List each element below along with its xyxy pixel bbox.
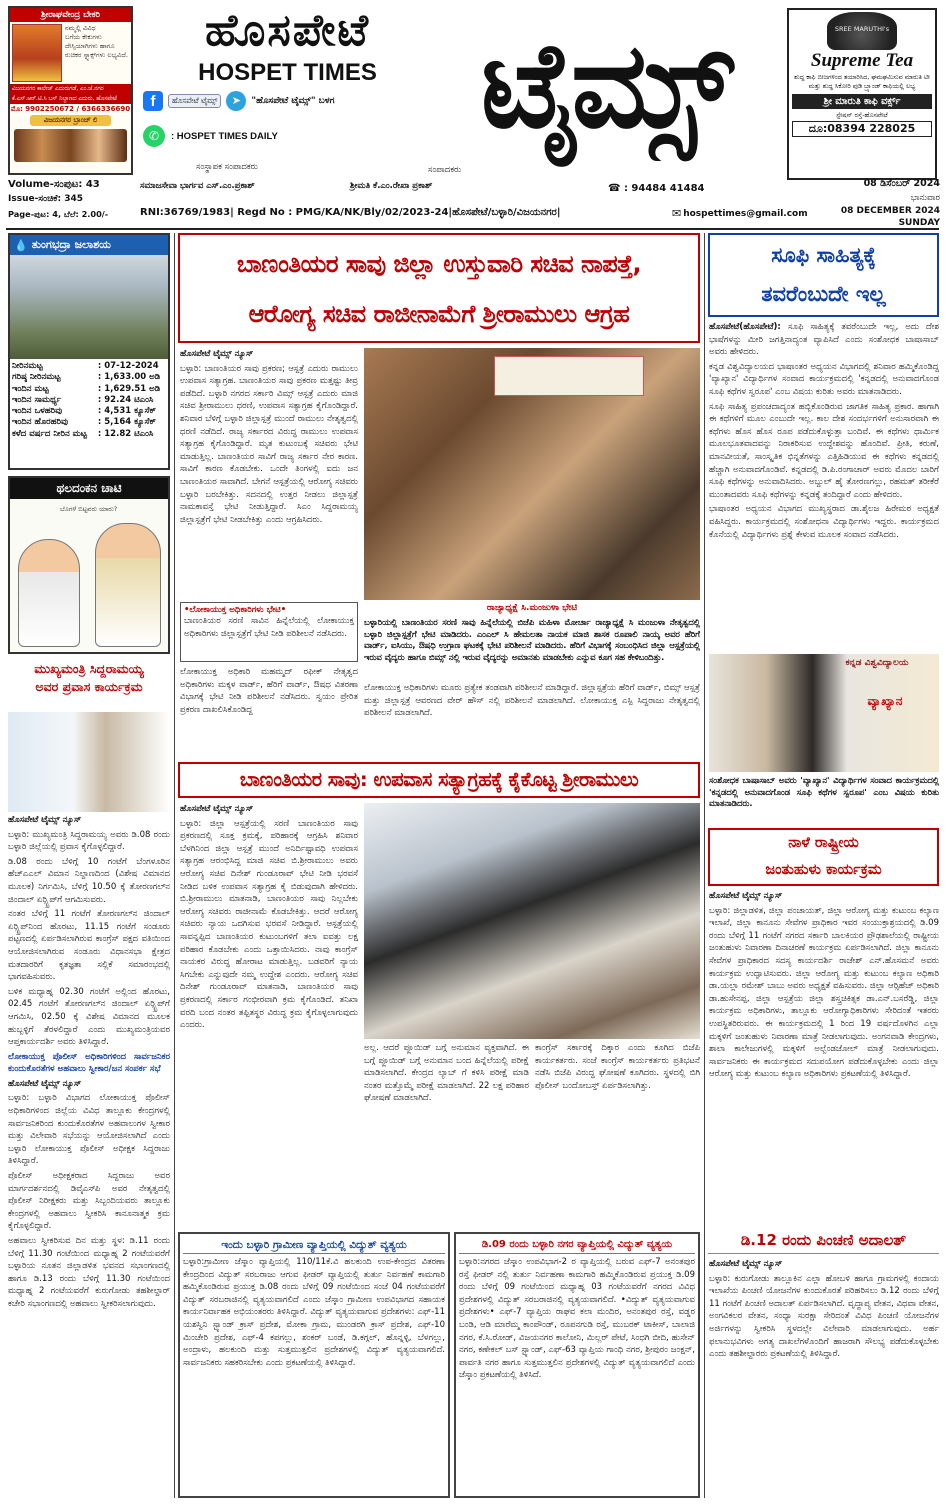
deity-image (12, 24, 62, 82)
deworm-article (709, 890, 939, 1220)
lokayukta-byline: ಹೊಸಪೇಟೆ ಟೈಮ್ಸ್ ನ್ಯೂಸ್ (8, 1078, 82, 1089)
pension-body: ಬಳ್ಳಾರಿ: ಕುರುಗೋಡು ತಾಲ್ಲೂಕಿನ ಎಲ್ಲಾ ಹೋಬಳಿ ಹಾಗೂ ಗ್ರಾಮಗಳಲ್ಲಿ ಕಂದಾಯ ಇಲಾಖೆಯ ಪಿಂಚಣಿ ಯೋಜನೆಗಳ ಕುಂದುಕೊರತೆ ಪರಿಹರಿಸಲು ಡಿ.12 ರಂದು ಬೆಳಿಗ್ಗೆ 11 ಗಂಟೆಗೆ ಪಿಂಚಣಿ ಅದಾಲತ್ ಏರ್ಪಡಿಸಲಾಗಿದೆ. ವೃದ್ಧಾಪ್ಯ ವೇತನ, ವಿಧವಾ ವೇತನ, ಅಂಗವಿಕಲರ ವೇತನ, ಸಂಧ್ಯಾ ಸುರಕ್ಷಾ ಸೇರಿದಂತೆ ವಿವಿಧ ಪಿಂಚಣಿ ಯೋಜನೆಗಳ ಅರ್ಜಿಗಳನ್ನು ಸ್ವೀಕರಿಸಿ ಸ್ಥಳದಲ್ಲೇ ವಿಲೇವಾರಿ ಮಾಡಲಾಗುವುದು. ಅರ್ಹ ಫಲಾನುಭವಿಗಳು ಅಗತ್ಯ ದಾಖಲೆಗಳೊಂದಿಗೆ ಹಾಜರಾಗಿ ಸೌಲಭ್ಯ ಪಡೆದುಕೊಳ್ಳಬೇಕು ಎಂದು ತಹಶೀಲ್ದಾರರು ಪ್ರಕಟಣೆಯಲ್ಲಿ ತಿಳಿಸಿದ್ದಾರೆ. (709, 1273, 939, 1360)
pension-headline: ಡಿ.12 ರಂದು ಪಿಂಚಣಿ ಅದಾಲತ್ (708, 1226, 939, 1254)
ad-address1: ವಿಜಯನಗರ ಕಾಲೇಜ್ ಎದುರುಗಡೆ, ಎಂ.ಜೆ.ನಗರ (10, 84, 131, 94)
cm-photo (8, 712, 170, 812)
dam-row-key: ಇಂದಿನ ಮಟ್ಟ (12, 383, 49, 394)
date-kn: 08 ಡಿಸೆಂಬರ್ 2024 (863, 178, 940, 189)
second-headline: ಬಾಣಂತಿಯರ ಸಾವು: ಉಪವಾಸ ಸತ್ಯಾಗ್ರಹಕ್ಕೆ ಕೈಕೊಟ್ಟ ಶ್ರೀರಾಮುಲು (178, 762, 700, 798)
issue: Issue-ಸಂಚಿಕೆ: 345 (8, 194, 84, 204)
lead-caption: ಬಳ್ಳಾರಿಯಲ್ಲಿ ಬಾಣಂತಿಯರ ಸರಣಿ ಸಾವು ಹಿನ್ನೆಲೆಯಲ್ಲಿ ಬಿಜೆಪಿ ಮಹಿಳಾ ಮೋರ್ಚಾ ರಾಜ್ಯಾಧ್ಯಕ್ಷೆ ಸಿ ಮಂಜುಳಾ ನೇತೃತ್ವದಲ್ಲಿ ಬಳ್ಳಾರಿ ಜಿಲ್ಲಾಸ್ಪತ್ರೆಗೆ ಭೇಟಿ ಮಾಡಿದರು. ಎಂಎಲ್ ಸಿ ಹೇಮಲತಾ ನಾಯಕ ಮಾಜಿ ಶಾಸಕ ರೂಪಾಲಿ ನಾಯ್ಕ ಅವರ ಹೆರಿಗೆ ವಾರ್ಡ್, ಐಸಿಯು, ಔಷಧಿ ಉಗ್ರಾಣ ಘಟಕಕ್ಕೆ ಭೇಟಿ ಪರಿಶೀಲನೆ ಮಾಡಿದರು. ಹೆರಿಗೆ ವಿಭಾಗಕ್ಕೆ ಸಂಬಂಧಿಸಿದ ಜಿಲ್ಲಾ ಆಸ್ಪತ್ರೆಯಲ್ಲಿ ಇರುವ ವೈದ್ಯರು ಹಾಗೂ ಬಿಮ್ಸ್ ನಲ್ಲಿ ಇರುವ ವೈದ್ಯರನ್ನು ಅಮಾನತು ಮಾಡಬೇಕು ಎನ್ನುವ ಕೂಗ ಸಹ ಕೇಳಿಬಂದಿತ್ತು. (364, 617, 700, 662)
telegram-icon: ➤ (226, 91, 246, 111)
cm-para: ಬಳಿಕ ಮಧ್ಯಾಹ್ನ 02.30 ಗಂಟೆಗೆ ಅಲ್ಲಿಂದ ಹೊರಟು, 02.45 ಗಂಟೆಗೆ ತೋರಣಗಲ್‍ನ ಜಿಂದಾಲ್ ಏರ್‍ಸ್ಟ್ರಿಪ್‍ಗೆ ಆಗಮಿಸಿ, 02.50 ಕ್ಕೆ ವಿಶೇಷ ವಿಮಾನದ ಮೂಲಕ ಹುಬ್ಬಳ್ಳಿಗೆ ತೆರಳಲಿದ್ದಾರೆ ಎಂದು ಮುಖ್ಯಮಂತ್ರಿಯವರ ಆಪ್ತಕಾರ್ಯದರ್ಶಿ ಅವರು ತಿಳಿಸಿದ್ದಾರೆ. (8, 986, 170, 1048)
lokayukta-box-body: ಬಾಣಂತಿಯರ ಸರಣಿ ಸಾವಿನ ಹಿನ್ನೆಲೆಯಲ್ಲಿ ಲೋಕಾಯುಕ್ತ ಅಧಿಕಾರಿಗಳು ಜಿಲ್ಲಾಸ್ಪತ್ರೆಗೆ ಭೇಟಿ ನೀಡಿ ಪರಿಶೀಲನೆ ನಡೆಸಿದರು. (184, 616, 354, 639)
lead-headline-2: ಆರೋಗ್ಯ ಸಚಿವ ರಾಜೀನಾಮೆಗೆ ಶ್ರೀರಾಮುಲು ಆಗ್ರಹ (248, 300, 630, 328)
facebook-row[interactable] (143, 89, 443, 113)
sufi-article (709, 321, 939, 651)
drop-icon: 💧 (14, 238, 28, 252)
cm-para: ಬಳ್ಳಾರಿ: ಮುಖ್ಯಮಂತ್ರಿ ಸಿದ್ದರಾಮಯ್ಯ ಅವರು ಡಿ.08 ರಂದು ಬಳ್ಳಾರಿ ಜಿಲ್ಲೆಯಲ್ಲಿ ಪ್ರವಾಸ ಕೈಗೊಳ್ಳಲಿದ್ದಾರೆ. (8, 829, 170, 853)
dam-row-value: : 1,629.51 ಅಡಿ (97, 383, 161, 394)
dam-table (10, 361, 168, 440)
cartoon-box (8, 476, 170, 654)
dam-row-key: ನೀರಿನಮಟ್ಟ (12, 361, 43, 371)
ad-bakery-title: ಶ್ರೀರಾಘವೇಂದ್ರ ಬೇಕರಿ (10, 8, 131, 22)
lead-byline: ಹೊಸಪೇಟೆ ಟೈಮ್ಸ್ ನ್ಯೂಸ್ (180, 349, 254, 359)
date-en: 08 DECEMBER 2024 (840, 206, 940, 216)
tea-address: ಸ್ಟೇಷನ್ ರಸ್ತೆ-ಹೊಸಪೇಟೆ (836, 111, 888, 119)
dam-row (10, 384, 168, 395)
registration: RNI:36769/1983| Regd No : PMG/KA/NK/Bly/02/2023-24|ಹೊಸಪೇಟೆ/ಬಳ್ಳಾರಿ/ವಿಜಯನಗರ| (140, 207, 561, 218)
cartoon-bubble: ಬೊಗಳೆ ಬಿಟ್ಟವರು ಯಾರು? (60, 505, 118, 513)
protest-photo (364, 348, 700, 600)
sufi-photo-sign: ವ್ಯಾಖ್ಯಾನ (867, 694, 903, 708)
email: hospettimes@gmail.com (683, 208, 808, 219)
dam-row-value: : 4,531 ಕ್ಯೂಸೆಕ್ (97, 406, 156, 417)
dam-row (10, 395, 168, 406)
dam-row-value: : 92.24 ಟಿಎಂಸಿ (97, 394, 154, 405)
sufi-photo-banner: ಕನ್ನಡ ವಿಶ್ವವಿದ್ಯಾಲಯ (845, 658, 909, 668)
col-rule-left (174, 233, 175, 1498)
lead-caption-head: ರಾಜ್ಯಾಧ್ಯಕ್ಷೆ ಸಿ.ಮಂಜುಳಾ ಭೇಟಿ (486, 603, 578, 613)
power2-headline: ಡಿ.09 ರಂದು ಬಳ್ಳಾರಿ ನಗರ ವ್ಯಾಪ್ತಿಯಲ್ಲಿ ವಿದ್ಯುತ್ ವ್ಯತ್ಯಯ (459, 1237, 695, 1254)
dam-row (10, 406, 168, 417)
dam-photo (10, 255, 168, 359)
ad-address2: ಕೆ.ಎಸ್.ಆರ್.ಟಿ.ಸಿ ಬಸ್ ನಿಲ್ದಾಣದ ಎದುರು, ಹೊಸಪೇಟೆ (10, 94, 131, 104)
volume: Volume-ಸಂಪುಟ: 43 (8, 179, 100, 190)
masthead-rule (6, 228, 939, 230)
second-byline: ಹೊಸಪೇಟೆ ಟೈಮ್ಸ್ ನ್ಯೂಸ್ (180, 804, 254, 814)
pension-article (709, 1258, 939, 1498)
dam-row (10, 429, 168, 440)
lokayukta-para: ಪೊಲೀಸ್ ಅಧೀಕ್ಷಕರಾದ ಸಿದ್ದರಾಜು ಅವರ ಮಾರ್ಗದರ್ಶನದಲ್ಲಿ ಡಿವೈಎಸ್‍ಪಿ ಅವರ ನೇತೃತ್ವದಲ್ಲಿ ಪೊಲೀಸ್ ನಿರೀಕ್ಷಕರು ಮತ್ತು ಸಿಬ್ಬಂದಿಯವರು ತಾಲ್ಲೂಕು ಕೇಂದ್ರಗಳಲ್ಲಿ ಅಹವಾಲು ಸ್ವೀಕರಿಸಿ ಕಾನೂನಾತ್ಮಕ ಕ್ರಮ ಕೈಗೊಳ್ಳಲಿದ್ದಾರೆ. (8, 1171, 170, 1232)
email-row[interactable] (672, 207, 808, 220)
lead-tail: ಲೋಕಾಯುಕ್ತ ಅಧಿಕಾರಿಗಳು ಮೂರು ಪ್ರತ್ಯೇಕ ತಂಡವಾಗಿ ಪರಿಶೀಲನೆ ಮಾಡಿದ್ದಾರೆ. ಜಿಲ್ಲಾಸ್ಪತ್ರೆಯ ಹೆರಿಗೆ ವಾರ್ಡ್, ಬಿಮ್ಸ್ ಆಸ್ಪತ್ರೆ ಮತ್ತು ಜಿಲ್ಲಾಸ್ಪತ್ರೆ ಆವರಣದ ವೇರ್ ಹೌಸ್ ನಲ್ಲಿ ಪರಿಶೀಲನೆ ಮಾಡಲಾಗಿದೆ. ಲೋಕಾಯುಕ್ತ ಎಸ್ಪಿ ಸಿದ್ದರಾಜು ನೇತೃತ್ವದಲ್ಲಿ ಪರಿಶೀಲನೆ ಮಾಡಲಾಗಿದೆ. (364, 683, 700, 719)
masthead-kn-small: ಹೊಸಪೇಟೆ (205, 5, 370, 56)
ad-line3: ದೇಸ್ಸಿಯಾಗಿಗಳು ಹಾಗೂ (65, 42, 115, 50)
dam-row (10, 417, 168, 428)
pages-price: Page-ಪುಟ: 4, ಬೆಲೆ: 2.00/- (8, 209, 109, 219)
dam-row-key: ಇಂದಿನ ಒಳಹರಿವು (12, 406, 63, 417)
facebook-icon: f (143, 91, 163, 111)
sufi-para: ಹೊಸಪೇಟೆ(ಹೊಸಪೇಟೆ): ಸೂಫಿ ಸಾಹಿತ್ಯಕ್ಕೆ ತವರೆಂಬುದೇ ಇಲ್ಲ, ಅದು ದೇಶ ಭಾಷೆಗಳನ್ನು ಮೀರಿ ಜಗತ್ತಿನಾದ್ಯಂತ ವ್ಯಾಪಿಸಿದೆ ಎಂದು ಸಂಶೋಧಕ ಬಾಷಾಸಾಬ್ ಅವರು ಹೇಳಿದರು. (709, 322, 939, 358)
founder-editor-label: ಸಂಸ್ಥಾಪಕ ಸಂಪಾದಕರು (196, 162, 258, 172)
cartoon-figure-left (18, 539, 80, 647)
facebook-label: ಹೊಸಪೇಟೆ ಟೈಮ್ಸ್ (168, 94, 221, 108)
col-rule-right (704, 233, 705, 1498)
dam-row-value: : 07-12-2024 (97, 361, 159, 371)
sufi-headline (708, 233, 939, 317)
whatsapp-label: : HOSPET TIMES DAILY (171, 130, 278, 142)
cm-title-2: ಅವರ ಪ್ರವಾಸ ಕಾರ್ಯಕ್ರಮ (35, 679, 143, 694)
cm-title-1: ಮುಖ್ಯಮಂತ್ರಿ ಸಿದ್ದರಾಮಯ್ಯ (34, 661, 144, 676)
tea-text: ಶುದ್ಧ ಕಾಫಿ ಬೀಜಗಳಿಂದ ತಯಾರಿಸಿದ, ಘಮಘಮಿಸುವ ಮಾರುತಿ ಟೀ ಮತ್ತು ಶುದ್ಧ ಸಿಕೋರಿ ಪುಡಿ ಬ್ರ್ಯಾಂಡ್ ಕಾಫಿಯಲ್ಲಿ ಲಭ್ಯ (794, 73, 930, 90)
weekday-kn: ಭಾನುವಾರ (910, 193, 940, 203)
lead-headline-1: ಬಾಣಂತಿಯರ ಸಾವು ಜಿಲ್ಲಾ ಉಸ್ತುವಾರಿ ಸಚಿವ ನಾಪತ್ತೆ, (236, 250, 642, 278)
power1-headline: ಇಂದು ಬಳ್ಳಾರಿ ಗ್ರಾಮೀಣ ವ್ಯಾಪ್ತಿಯಲ್ಲಿ ವಿದ್ಯುತ್ ವ್ಯತ್ಯಯ (183, 1237, 445, 1254)
whatsapp-row[interactable] (143, 124, 443, 148)
power1-box (178, 1232, 450, 1498)
cm-para: ನಂತರ ಬೆಳಿಗ್ಗೆ 11 ಗಂಟೆಗೆ ತೋರಣಗಲ್‍ನ ಜಿಂದಾಲ್ ಏರ್‍ಸ್ಟ್ರಿಪ್‍ನಿಂದ ಹೊರಟು, 11.15 ಗಂಟೆಗೆ ಸಂಡೂರು ಪಟ್ಟಣದಲ್ಲಿ ಏರ್ಪಡಿಸಲಾಗಿರುವ ಕಾಂಗ್ರೆಸ್ ಪಕ್ಷದ ವತಿಯಿಂದ ಆಯೋಜಿಸಲಾಗಿರುವ ಸಂಡೂರು ವಿಧಾನಸಭಾ ಕ್ಷೇತ್ರದ ಮತದಾರರಿಗೆ ಕೃತಜ್ಞತಾ ಸಲ್ಲಿಕೆ ಸಮಾರಂಭದಲ್ಲಿ ಭಾಗವಹಿಸುವರು. (8, 909, 170, 983)
dam-row-key: ಇಂದಿನ ಸಾಮರ್ಥ್ಯ (12, 394, 62, 405)
masthead-kn-big: ಟೈಮ್ಸ್ (480, 16, 730, 154)
cm-title (8, 660, 170, 696)
dam-title: 💧 ತುಂಗಭದ್ರಾ ಜಲಾಶಯ (10, 235, 168, 255)
ad-line1: ನಮ್ಮಲ್ಲಿ ವಿವಿಧ (65, 24, 96, 32)
sufi-headline-2: ತವರೆಂಬುದೇ ಇಲ್ಲ (761, 282, 886, 306)
sufi-para: ಭಾಷಾಂತರ ಅಧ್ಯಯನ ವಿಭಾಗದ ಮುಖ್ಯಸ್ಥರಾದ ಡಾ.ಶೈಲಜ ಹಿರೇಮಠ ಅಧ್ಯಕ್ಷತೆ ವಹಿಸಿದ್ದರು. ಕಾರ್ಯಕ್ರಮದಲ್ಲಿ ಸಂಶೋಧನಾ ವಿದ್ಯಾರ್ಥಿಗಳು ಇದ್ದರು. ಕಾರ್ಯಕ್ರಮದ ಕೊನೆಯಲ್ಲಿ ವಿದ್ಯಾರ್ಥಿಗಳು ಪ್ರಶ್ನೆ ಕೇಳುವ ಮೂಲಕ ಸಂವಾದ ನಡೆಸಿದರು. (709, 504, 939, 540)
dam-row-key: ಗರಿಷ್ಠ ನೀರಿನಮಟ್ಟ (12, 372, 61, 383)
mail-icon: ✉ (672, 207, 682, 220)
telegram-label: "ಹೊಸಪೇಟೆ ಟೈಮ್ಸ್" ಬಳಗ (251, 96, 335, 106)
dam-row (10, 361, 168, 372)
cartoon-title: ಥಲದಂಕನ ಚಾಟಿ (10, 478, 168, 499)
lokayukta-box-head: •ಲೋಕಾಯುಕ್ತ ಅಧಿಕಾರಿಗಳು ಭೇಟಿ• (184, 605, 287, 615)
editor-label: ಸಂಪಾದಕರು (428, 165, 462, 175)
cakes-image (14, 129, 127, 162)
deworm-headline-2: ಜಂತುಹುಳು ಕಾರ್ಯಕ್ರಮ (765, 862, 882, 878)
sufi-para: ಕನ್ನಡ ವಿಶ್ವವಿದ್ಯಾಲಯದ ಭಾಷಾಂತರ ಅಧ್ಯಯನ ವಿಭಾಗದಲ್ಲಿ ಶನಿವಾರ ಹಮ್ಮಿಕೊಂಡಿದ್ದ 'ವ್ಯಾಖ್ಯಾನ' ವಿದ್ಯಾರ್ಥಿಗಳ ಸಂವಾದ ಕಾರ್ಯಕ್ರಮದಲ್ಲಿ 'ಕನ್ನಡದಲ್ಲಿ ಅನುವಾದಗೊಂಡ ಸೂಫಿ ಕಥೆಗಳ ಸ್ವರೂಪ' ಎಂಬ ವಿಷಯ ಕುರಿತು ಅವರು ಮಾತನಾಡಿದರು. (709, 361, 939, 397)
lokayukta-subhead: ಲೋಕಾಯುಕ್ತ ಪೊಲೀಸ್ ಅಧಿಕಾರಿಗಳಿಂದ ಸಾರ್ವಜನಿಕರ ಕುಂದುಕೊರತೆಗಳ ಅಹವಾಲು ಸ್ವೀಕಾರ/ಜನ ಸಂಪರ್ಕ ಸಭೆ (8, 1051, 170, 1075)
founder-editor-name: ಸಮಾಜಸೇವಾ ಭಾರ್ಗವ ಎಸ್.ಎಂ.ಪ್ರಕಾಶ್ (140, 181, 255, 191)
phone: ☎ : 94484 41484 (608, 183, 705, 194)
masthead-en: HOSPET TIMES (198, 59, 377, 86)
ad-bakery (8, 6, 133, 175)
editor-name: ಶ್ರೀಮತಿ ಕೆ.ಎಂ.ರೇಖಾ ಪ್ರಕಾಶ್ (350, 181, 433, 191)
cm-article (8, 814, 170, 1498)
minister-photo (364, 803, 700, 1039)
dam-row-key: ಇಂದಿನ ಹೊರಹರಿವು (12, 417, 68, 428)
power1-body: ಬಳ್ಳಾರಿ:ಗ್ರಾಮೀಣ ಜೆಸ್ಕಾಂ ವ್ಯಾಪ್ತಿಯಲ್ಲಿ 110/11ಕೆ.ವಿ ಹಲಕುಂದಿ ಉಪ-ಕೇಂದ್ರದ ವಿತರಣಾ ಕೇಂದ್ರದಿಂದ ವಿದ್ಯುತ್ ಸರಬರಾಜು ಆಗುವ ಫೀಡರ್ ವ್ಯಾಪ್ತಿಯಲ್ಲಿ ತುರ್ತು ನಿರ್ವಹಣೆ ಕಾಮಗಾರಿ ಹಮ್ಮಿಕೊಂಡಿರುವ ಪ್ರಯುಕ್ತ ಡಿ.08 ರಂದು ಬೆಳಿಗ್ಗೆ 09 ಗಂಟೆಯಿಂದ ಸಂಜೆ 04 ಗಂಟೆಯವರೆಗೆ ವಿದ್ಯುತ್ ಸರಬರಾಜಿನಲ್ಲಿ ವ್ಯತ್ಯಯವಾಗಲಿದೆ ಎಂದು ಜೆಸ್ಕಾಂ ಗ್ರಾಮೀಣ ಉಪವಿಭಾಗದ ಸಹಾಯಕ ಕಾರ್ಯನಿರ್ವಾಹಕ ಅಭಿಯಂತರರು ತಿಳಿಸಿದ್ದಾರೆ. ವಿದ್ಯುತ್ ವ್ಯತ್ಯಯವಾಗುವ ಪ್ರದೇಶಗಳು: ಎಫ್-11 ಯಶಸ್ವಿನಿ ಸ್ಟ್ಯಾಂಡ್ ಕ್ರಾಸ್ ಪ್ರದೇಶ, ಮೋಕಾ ಗ್ರಾಮ, ಮುಂಡರಗಿ ಕ್ರಾಸ್ ಪ್ರದೇಶ, ಎಫ್-10 ಮಿಂಚೇರಿ ಪ್ರದೇಶ, ಎಫ್-4 ಕಪಗಲ್ಲು, ಶಂಕರ್ ಬಂಡೆ, ಡಿ.ಕಗ್ಗಲ್, ಹೊನ್ನಳ್ಳಿ, ಬೆಳಗಲ್ಲು, ಅಂದ್ರಾಳು, ಹಲಕುಂದಿ ಮತ್ತು ಸುತ್ತಮುತ್ತಲಿನ ಪ್ರದೇಶಗಳಲ್ಲಿ ವಿದ್ಯುತ್ ವ್ಯತ್ಯಯವಾಗಲಿದೆ. ಸಾರ್ವಜನಿಕರು ಸಹಕರಿಸಬೇಕು ಎಂದು ಪ್ರಕಟಣೆಯಲ್ಲಿ ತಿಳಿಸಿದ್ದಾರೆ. (183, 1257, 445, 1368)
lead-headline (178, 233, 700, 343)
dam-box (8, 233, 170, 470)
lokayukta-para: ಅಹವಾಲು ಸ್ವೀಕರಿಸುವ ದಿನ ಮತ್ತು ಸ್ಥಳ: ಡಿ.11 ರಂದು ಬೆಳಿಗ್ಗೆ 11.30 ಗಂಟೆಯಿಂದ ಮಧ್ಯಾಹ್ನ 2 ಗಂಟೆಯವರೆಗೆ ಬಳ್ಳಾರಿಯ ನೂತನ ಜಿಲ್ಲಾಡಳಿತ ಭವನದ ಸಭಾಂಗಣದಲ್ಲಿ ಹಾಗೂ ಡಿ.13 ರಂದು ಬೆಳಿಗ್ಗೆ 11.30 ಗಂಟೆಯಿಂದ ಮಧ್ಯಾಹ್ನ 2 ಗಂಟೆಯವರೆಗೆ ಕುರುಗೋಡು ತಹಶೀಲ್ದಾರ್ ಕಚೇರಿ ಸಭಾಂಗಣದಲ್ಲಿ ಅಹವಾಲು ಸ್ವೀಕರಿಸಲಾಗುವುದು. (8, 1236, 170, 1309)
second-article (180, 803, 358, 1226)
lead-article-2 (180, 666, 358, 758)
ad-phone: ಮೊ: 9902250672 / 6366336690 (10, 105, 131, 113)
deworm-body: ಬಳ್ಳಾರಿ: ಜಿಲ್ಲಾಡಳಿತ, ಜಿಲ್ಲಾ ಪಂಚಾಯತ್, ಜಿಲ್ಲಾ ಆರೋಗ್ಯ ಮತ್ತು ಕುಟುಂಬ ಕಲ್ಯಾಣ ಇಲಾಖೆ, ಜಿಲ್ಲಾ ಕಾನೂನು ಸೇವೆಗಳ ಪ್ರಾಧಿಕಾರ ಇವರ ಸಂಯುಕ್ತಾಶ್ರಯದಲ್ಲಿ ಡಿ.09 ರಂದು ಬೆಳಿಗ್ಗೆ 11 ಗಂಟೆಗೆ ನಗರದ ಸರ್ಕಾರಿ ಬಾಲಕಿಯರ ಪ್ರೌಢಶಾಲೆಯಲ್ಲಿ ರಾಷ್ಟ್ರೀಯ ಜಂತುಹುಳು ನಿವಾರಣಾ ದಿನಾಚರಣೆ ಕಾರ್ಯಕ್ರಮ ಏರ್ಪಡಿಸಲಾಗಿದೆ. ಜಿಲ್ಲಾ ಕಾನೂನು ಸೇವೆಗಳ ಪ್ರಾಧಿಕಾರದ ಸದಸ್ಯ ಕಾರ್ಯದರ್ಶಿ ರಾಜೇಶ್ ಎನ್.ಹೊಸಮನೆ ಅವರು ಕಾರ್ಯಕ್ರಮ ಉದ್ಘಾಟಿಸುವರು. ಜಿಲ್ಲಾ ಆರೋಗ್ಯ ಮತ್ತು ಕುಟುಂಬ ಕಲ್ಯಾಣ ಅಧಿಕಾರಿ ಡಾ.ಯಲ್ಲಾ ರಮೇಶ್ ಬಾಬು ಅವರು ಅಧ್ಯಕ್ಷತೆ ವಹಿಸುವರು. ಜಿಲ್ಲಾ ಆರ್‍ಸಿಹೆಚ್ ಅಧಿಕಾರಿ ಡಾ.ಹುಸೇನಪ್ಪ, ಜಿಲ್ಲಾ ಆಸ್ಪತ್ರೆಯ ಜಿಲ್ಲಾ ಶಸ್ತ್ರಚಿಕಿತ್ಸಕ ಡಾ.ಎನ್.ಬಸರೆಡ್ಡಿ, ಜಿಲ್ಲಾ ಕಾರ್ಯಕ್ರಮ ಅಧಿಕಾರಿಗಳು, ತಾಲ್ಲೂಕು ಆರೋಗ್ಯಾಧಿಕಾರಿಗಳು ಸೇರಿದಂತೆ ಇತರರು ಉಪಸ್ಥಿತರಿರುವರು. ಈ ಕಾರ್ಯಕ್ರಮದಲ್ಲಿ 1 ರಿಂದ 19 ವರ್ಷದೊಳಗಿನ ಎಲ್ಲಾ ಮಕ್ಕಳಿಗೆ ಜಂತುಹುಳು ನಿವಾರಣಾ ಮಾತ್ರೆ ನೀಡಲಾಗುವುದು. ಅಂಗನವಾಡಿ ಕೇಂದ್ರಗಳು, ಶಾಲಾ ಕಾಲೇಜುಗಳಲ್ಲಿ ಮಕ್ಕಳಿಗೆ ಅಲ್ಬೆಂಡಜೋಲ್ ಮಾತ್ರೆ ನೀಡಲಾಗುವುದು. ಸಾರ್ವಜನಿಕರು ಈ ಕಾರ್ಯಕ್ರಮದ ಸದುಪಯೋಗ ಪಡೆದುಕೊಳ್ಳಬೇಕು ಎಂದು ಜಿಲ್ಲಾ ಆರೋಗ್ಯ ಮತ್ತು ಕುಟುಂಬ ಕಲ್ಯಾಣ ಅಧಿಕಾರಿಗಳು ಪ್ರಕಟಣೆಯಲ್ಲಿ ತಿಳಿಸಿದ್ದಾರೆ. (709, 905, 939, 1080)
sufi-para: ಸೂಫಿ ಸಾಹಿತ್ಯ ಪ್ರಪಂಚದಾದ್ಯಂತ ಹಬ್ಬಿಕೊಂಡಿರುವ ಜಾಗತಿಕ ಸಾಹಿತ್ಯ ಪ್ರಕಾರ. ಹಾಗಾಗಿ ಈ ಕಥೆಗಳಿಗೆ ಮೂಲ ಎಂಬುದೇ ಇಲ್ಲ. ಕಾಲ ದೇಶ ಸಂದರ್ಭಗಳಿಗೆ ಅನುಸಾರವಾಗಿ ಈ ಕಥೆಗಳು ಹೊಸ ಹೊಸ ರೂಪ ಪಡೆದುಕೊಳ್ಳುತ್ತಾ ಬಂದಿವೆ. ಈ ಕಥೆಗಳು ಧಾರ್ಮಿಕ ಮೂಲಭೂತವಾದವನ್ನು ನಿರಾಕರಿಸುವ ಉದ್ದೇಶವನ್ನು ಹೊಂದಿವೆ. ಪ್ರೀತಿ, ಕರುಣೆ, ಮಾನವೀಯತೆ, ಸಾಂಸ್ಕೃತಿಕ ಭಿನ್ನತೆಗಳನ್ನು ಎತ್ತಿಹಿಡಿಯುವ ಈ ಕಥೆಗಳು ಕನ್ನಡದಲ್ಲಿ ಹೆಚ್ಚಾಗಿ ಅನುವಾದಗೊಂಡಿವೆ. ಕನ್ನಡದಲ್ಲಿ ಡಿ.ಪಿ.ರಂಗಾಚಾರ್ ಅವರು ಮೊದಲ ಬಾರಿಗೆ ಸೂಫಿ ಕಥೆಗಳನ್ನು ಅನುವಾದಿಸಿದರು. ಅಬ್ದುಲ್ ಹೈ ತೋರಣಗಲ್ಲು, ರಹಮತ್ ತರೀಕೆರೆ ಮುಂತಾದವರು ಸೂಫಿ ಕಥೆಗಳನ್ನು ಕನ್ನಡಕ್ಕೆ ತಂದಿದ್ದಾರೆ ಎಂದು ಹೇಳಿದರು. (709, 401, 939, 500)
second-body-3: ಕಾಂಗ್ರೆಸ್ ಸರ್ಕಾರಕ್ಕೆ ದಿಕ್ಕಾರ ಎಂದು ಕೂಗಿದ ಬಿಜೆಪಿ ಕಾರ್ಯಕರ್ತರು. ಸಂಜೆ ಕಾಂಗ್ರೆಸ್ ಕಾರ್ಯಕರ್ತರು ಪ್ರತಿಭಟನೆ ನಡೆಸಿ ಬಿಜೆಪಿ ವಿರುದ್ಧ ಘೋಷಣೆ ಕೂಗಿದರು. ಸ್ಥಳದಲ್ಲಿ ಬಿಗಿ ಪೊಲೀಸ್ ಬಂದೋಬಸ್ತ್ ಏರ್ಪಡಿಸಲಾಗಿತ್ತು. (535, 1043, 700, 1091)
whatsapp-icon: ✆ (143, 125, 165, 147)
lokayukta-para: ಬಳ್ಳಾರಿ: ಬಳ್ಳಾರಿ ವಿಭಾಗದ ಲೋಕಾಯುಕ್ತ ಪೊಲೀಸ್ ಅಧಿಕಾರಿಗಳಿಂದ ಜಿಲ್ಲೆಯ ವಿವಿಧ ತಾಲ್ಲೂಕು ಕೇಂದ್ರಗಳಲ್ಲಿ ಸಾರ್ವಜನಿಕರಿಂದ ಕುಂದುಕೊರತೆಗಳ ಅಹವಾಲುಗಳ ಸ್ವೀಕಾರ ಮತ್ತು ವಿಲೇವಾರಿ ಸಭೆಯನ್ನು ಆಯೋಜಿಸಲಾಗಿದೆ ಎಂದು ಬಳ್ಳಾರಿ ಲೋಕಾಯುಕ್ತ ಪೊಲೀಸ್ ಅಧೀಕ್ಷಕ ಸಿದ್ದರಾಜು ತಿಳಿಸಿದ್ದಾರೆ. (8, 1093, 170, 1167)
second-body-2: ಅಲ್ಲ. ಆದರೆ ಪ್ಲೂಯಿಡ್ ಬಗ್ಗೆ ಅನುಮಾನ ವ್ಯಕ್ತವಾಗಿದೆ. ಈ ಬಗ್ಗೆ ಪ್ಲೂಯಿಡ್ ಬಗ್ಗೆ ಅನುಮಾನ ಬಂದ ಹಿನ್ನೆಲೆಯಲ್ಲಿ ಪರೀಕ್ಷೆ ಮಾಡಿಸಲಾಗಿದೆ. ಕೇಂದ್ರದ ಲ್ಯಾಬ್ ಗೆ ಕಳಿಸಿ ಪರೀಕ್ಷೆ ಮಾಡಿ ನಂತರ ಮತ್ತೊಮ್ಮೆ ಪರೀಕ್ಷೆ ಮಾಡಲಾಗಿದೆ. 22 ಲಕ್ಷ ಪರಿಹಾರ ಘೋಷಣೆ ಮಾಡಲಾಗಿದೆ. (364, 1043, 529, 1104)
weekday-en: SUNDAY (898, 218, 940, 228)
ad-cta: ವಿಜಯನಗರ ಬ್ರಾಂಚ್ ಲಿ (30, 115, 111, 126)
pension-byline: ಹೊಸಪೇಟೆ ಟೈಮ್ಸ್ ನ್ಯೂಸ್ (709, 1259, 783, 1269)
dam-row-value: : 5,164 ಕ್ಯೂಸೆಕ್ (97, 417, 156, 428)
lead-article (180, 348, 358, 598)
dam-row (10, 372, 168, 383)
deworm-headline-1: ನಾಳೆ ರಾಷ್ಟ್ರೀಯ (788, 835, 859, 851)
lead-body: ಬಳ್ಳಾರಿ: ಬಾಣಂತಿಯರ ಸಾವು ಪ್ರಕರಣ; ಆಸ್ಪತ್ರೆ ಎದುರು ರಾಮುಲು ಉಪವಾಸ ಸತ್ಯಾಗ್ರಹ. ಬಾಣಂತಿಯರ ಸಾವು ಪ್ರಕರಣ ಮತ್ತಷ್ಟು ತೀವ್ರ ಪಡೆದಿದೆ. ಬಳ್ಳಾರಿ ನಗರದ ಸರ್ಕಾರಿ ವಿಮ್ಸ್ ಆಸ್ಪತ್ರೆ ಎದುರು ಮಾಜಿ ಸಚಿವ ಶ್ರೀರಾಮುಲು ಧರಣಿ, ಉಪವಾಸ ಸತ್ಯಾಗ್ರಹ ಕೈಗೊಂಡಿದ್ದಾರೆ. ಶನಿವಾರ ಬೆಳಿಗ್ಗೆ ಬಳ್ಳಾರಿ ಜಿಲ್ಲಾಸ್ಪತ್ರೆ ಮುಂದೆ ರಾಮುಲು ನೇತೃತ್ವದಲ್ಲಿ ಧರಣಿ ನಡೆದಿದೆ. ರಾಜ್ಯ ಸರ್ಕಾರದ ವಿರುದ್ಧ ರಾಮುಲು ಉಪವಾಸ ಸತ್ಯಾಗ್ರಹ ಕೈಗೊಂಡಿದ್ದಾರೆ. ಮೃತ ಕುಟುಂಬಕ್ಕೆ ಸಚಿವರು ಭೇಟಿ ಮಾಡುತ್ತಿಲ್ಲ. ಬಾಣಂತಿಯರ ಸಾವಿಗೆ ರಾಜ್ಯ ಸರ್ಕಾರ ನೇರ ಕಾರಣ. ಸಾವಿಗೆ ಕಾರಣ ಕೊಡಬೇಕು. ಒಂದೇ ತಿಂಗಳಲ್ಲಿ ಐದು ಜನ ಬಾಣಂತಿಯರ ಸಾವಾಗಿದೆ. ಬೇಗನೆ ಆಸ್ಪತ್ರೆಯಲ್ಲಿ ಆರೋಗ್ಯ ಸಚಿವರು ಬಳ್ಳಾರಿ ಬರಬೇಕಿತ್ತು. ಸದನದಲ್ಲಿ ಉತ್ತರ ನೀಡಲು ಜಿಲ್ಲಾಸ್ಪತ್ರೆ ನಾಮಕಾವಸ್ತೆ ಭೇಟಿ ನೀಡುತ್ತಿದ್ದಾರೆ. ಸಿಎಂ ಸಿದ್ದರಾಮಯ್ಯ ಜಿಲ್ಲಾಸ್ಪತ್ರೆಗೆ ಭೇಟಿ ನೀಡಬೇಕಿತ್ತು ಎಂದು ಆಗ್ರಹಿಸಿದರು. (180, 363, 358, 525)
tea-logo: SREE MARUTHI's (827, 12, 897, 50)
lead-body-2: ಲೋಕಾಯುಕ್ತ ಅಧಿಕಾರಿ ಮಹಮ್ಮದ್ ರಫೀಕ್ ನೇತೃತ್ವದ ಅಧಿಕಾರಿಗಳು ಮಕ್ಕಳ ವಾರ್ಡ್, ಹೆರಿಗೆ ವಾರ್ಡ್, ಔಷಧ ವಿತರಣಾ ವಿಭಾಗಕ್ಕೆ ಭೇಟಿ ನೀಡಿ ಪರಿಶೀಲನೆ ನಡೆಸಿದರು. ಸ್ವಯಂ ಪ್ರೇರಿತ ಪ್ರಕರಣ ದಾಖಲಿಸಿಕೊಂಡಿದ್ದ (180, 667, 358, 715)
tea-brand: Supreme Tea (810, 50, 914, 71)
dam-row-key: ಕಳೆದ ವರ್ಷದ ನೀರಿನ ಮಟ್ಟ (12, 428, 87, 439)
cm-byline: ಹೊಸಪೇಟೆ ಟೈಮ್ಸ್ ನ್ಯೂಸ್ (8, 815, 82, 825)
deworm-headline (708, 828, 939, 886)
cm-para: ಡಿ.08 ರಂದು ಬೆಳಿಗ್ಗೆ 10 ಗಂಟೆಗೆ ಬೆಂಗಳೂರಿನ ಹೆಚ್‍ಎಎಲ್ ವಿಮಾನ ನಿಲ್ದಾಣದಿಂದ (ವಿಶೇಷ ವಿಮಾನದ ಮೂಲಕ) ನಿರ್ಗಮಿಸಿ, ಬೆಳಿಗ್ಗೆ 10.50 ಕ್ಕೆ ತೋರಣಗಲ್‍ನ ಜಿಂದಾಲ್ ಏರ್‍ಸ್ಟ್ರಿಪ್‍ಗೆ ಆಗಮಿಸುವರು. (8, 856, 170, 905)
cartoon-image (10, 499, 168, 651)
power2-body: ಬಳ್ಳಾರಿ:ನಗರದ ಜೆಸ್ಕಾಂ ಉಪವಿಭಾಗ-2 ರ ವ್ಯಾಪ್ತಿಯಲ್ಲಿ ಬರುವ ಎಫ್-7 ಅನಂತಪುರ ರಸ್ತೆ ಫೀಡರ್ ನಲ್ಲಿ ತುರ್ತು ನಿರ್ವಹಣಾ ಕಾಮಗಾರಿ ಹಮ್ಮಿಕೊಂಡಿರುವ ಪ್ರಯುಕ್ತ ಡಿ.09 ರಂದು ಬೆಳಿಗ್ಗೆ 09 ಗಂಟೆಯಿಂದ ಮಧ್ಯಾಹ್ನ 03 ಗಂಟೆಯವರೆಗೆ ನಗರದ ವಿವಿಧ ಪ್ರದೇಶಗಳಲ್ಲಿ ವಿದ್ಯುತ್ ಸರಬರಾಜಿನಲ್ಲಿ ವ್ಯತ್ಯಯವಾಗಲಿದೆ. •ವಿದ್ಯುತ್ ವ್ಯತ್ಯಯವಾಗುವ ಪ್ರದೇಶಗಳು• ಎಫ್-7 ವ್ಯಾಪ್ತಿಯ ರಾಘವ ಕಲಾ ಮಂದಿರ, ಅನಂತಪುರ ರಸ್ತೆ, ವಡ್ಡರ ಬಂಡಿ, ಆಡಿ ಮಾರೆಮ್ಮ ಕಾಂಪೌಂಡ್, ರೂಪನಗುಡಿ ರಸ್ತೆ, ಮುಬರಕ್ ಟಾಕೀಸ್, ಬಾಲಾಜಿ ನಗರ, ಕೆ.ಸಿ.ರೋಡ್, ವಿಜಯನಗರ ಕಾಲೋನಿ, ಮಿಲ್ಲರ್ ಪೇಟೆ, ಸಿಂಧಗಿ ಬೀದಿ, ಹುಸೇನ್ ನಗರ, ಕಣೇಕಲ್ ಬಸ್ ಸ್ಟ್ಯಾಂಡ್, ಎಫ್-63 ವ್ಯಾಪ್ತಿಯ ಗಾಂಧಿ ನಗರ, ಶ್ರೀಪುರಂ ಜಂಕ್ಷನ್, ಪಾರ್ವತಿ ನಗರ ಹಾಗೂ ಸುತ್ತಮುತ್ತಲಿನ ಪ್ರದೇಶಗಳಲ್ಲಿ ವಿದ್ಯುತ್ ವ್ಯತ್ಯಯವಾಗಲಿದೆ ಎಂದು ಜೆಸ್ಕಾಂ ಪ್ರಕಟಣೆಯಲ್ಲಿ ತಿಳಿಸಿದೆ. (459, 1257, 695, 1381)
second-body: ಬಳ್ಳಾರಿ: ಜಿಲ್ಲಾ ಆಸ್ಪತ್ರೆಯಲ್ಲಿ ಸರಣಿ ಬಾಣಂತಿಯರ ಸಾವು ಪ್ರಕರಣದಲ್ಲಿ ಸೂಕ್ತ ಕ್ರಮಕ್ಕೆ, ಪರಿಹಾರಕ್ಕೆ ಆಗ್ರಹಿಸಿ ಶನಿವಾರ ಬೆಳಗಿನಿಂದ ಜಿಲ್ಲಾ ಆಸ್ಪತ್ರೆ ಮುಂದೆ ಅನಿರ್ದಿಷ್ಟಾವಧಿ ಉಪವಾಸ ಸತ್ಯಾಗ್ರಹ ಆರಂಭಿಸಿದ್ದ ಮಾಜಿ ಸಚಿವ ಬಿ.ಶ್ರೀರಾಮುಲು ಅವರು ಆರೋಗ್ಯ ಸಚಿವ ದಿನೇಶ್ ಗುಂಡೂರಾವ್ ಭೇಟಿ ನೀಡಿ ಭರವಸೆ ನೀಡಿದ ಬಳಿಕ ಉಪವಾಸ ಸತ್ಯಾಗ್ರಹ ಕೈ ಬಿಡುವುದಾಗಿ ಹೇಳಿದರು. ಬಿ.ಶ್ರೀರಾಮುಲು ಮಾತನಾಡಿ, ಬಾಣಂತಿಯರ ಸಾವು ನಿಲ್ಲಬೇಕು ಆರೋಗ್ಯ ಸಚಿವರು ರಾಜೀನಾಮೆ ಕೊಡಬೇಕಿತ್ತು. ಆದರೆ ಆರೋಗ್ಯ ಸಚಿವರು ನ್ಯಾಯ ಒದಗಿಸುವ ಭರವಸೆ ನೀಡಿದ್ದಾರೆ. ಆಸ್ಪತ್ರೆಯಲ್ಲಿ ಸಾವನ್ನಪ್ಪಿದ ಬಾಣಂತಿಯರ ಕುಟುಂಬಗಳಿಗೆ ತಲಾ ಐವತ್ತು ಲಕ್ಷ ಪರಿಹಾರ ಕೊಡಬೇಕು ಎಂದು ಒತ್ತಾಯಿಸಿದರು. ನಾವು ಕಾಂಗ್ರೆಸ್ ನಾಯಕರ ವಿರುದ್ಧ ಹೋರಾಟ ಮಾಡುತ್ತಿಲ್ಲ. ಬಡವರಿಗೆ ನ್ಯಾಯ ಸಿಗಬೇಕು ಎನ್ನುವುದೇ ನಮ್ಮ ಉದ್ದೇಶ ಎಂದರು. ಆರೋಗ್ಯ ಸಚಿವ ದಿನೇಶ್ ಗುಂಡೂರಾವ್ ಮಾತನಾಡಿ, ಬಾಣಂತಿಯರ ಸಾವು ಪ್ರಕರಣದಲ್ಲಿ ಸರ್ಕಾರ ಗಂಭೀರವಾಗಿ ಕ್ರಮ ಕೈಗೊಂಡಿದೆ. ತನಿಖಾ ವರದಿ ಬಂದ ನಂತರ ತಪ್ಪಿತಸ್ಥರ ವಿರುದ್ಧ ಕ್ರಮ ಕೈಗೊಳ್ಳಲಾಗುವುದು ಎಂದರು. (180, 818, 358, 1031)
protest-banner (494, 356, 644, 396)
dam-row-value: : 12.82 ಟಿಎಂಸಿ (97, 428, 154, 439)
ad-tea (787, 8, 937, 180)
power2-box (454, 1232, 700, 1498)
ad-line2: ಬಗೆಯ ಕೇಕುಗಳು (65, 33, 102, 41)
sufi-byline: ಹೊಸಪೇಟೆ(ಹೊಸಪೇಟೆ): (709, 322, 789, 332)
dam-row-value: : 1,633.00 ಅಡಿ (97, 372, 161, 383)
tea-phone: ದೂ:08394 228025 (792, 121, 932, 137)
deworm-byline: ಹೊಸಪೇಟೆ ಟೈಮ್ಸ್ ನ್ಯೂಸ್ (709, 891, 783, 901)
sufi-caption: ಸಂಶೋಧಕ ಬಾಷಾಸಾಬ್ ಅವರು 'ವ್ಯಾಖ್ಯಾನ' ವಿದ್ಯಾರ್ಥಿಗಳ ಸಂವಾದ ಕಾರ್ಯಕ್ರಮದಲ್ಲಿ 'ಕನ್ನಡದಲ್ಲಿ ಅನುವಾದಗೊಂಡ ಸೂಫಿ ಕಥೆಗಳ ಸ್ವರೂಪ' ಎಂಬ ವಿಷಯ ಕುರಿತು ಮಾತನಾಡಿದರು. (709, 775, 939, 808)
tea-shop: ಶ್ರೀ ಮಾರುತಿ ಕಾಫಿ ವರ್ಕ್ಸ್ (792, 94, 932, 109)
lokayukta-box (180, 602, 358, 662)
sufi-photo (709, 654, 939, 772)
sufi-headline-1: ಸೂಫಿ ಸಾಹಿತ್ಯಕ್ಕೆ (771, 243, 876, 267)
cartoon-figure-right (95, 523, 161, 647)
ad-line4: ರುಚಿಕರ ಸ್ನ್ಯಾಕ್ಸ್‌ಗಳು ಲಭ್ಯವಿದೆ. (65, 51, 128, 59)
